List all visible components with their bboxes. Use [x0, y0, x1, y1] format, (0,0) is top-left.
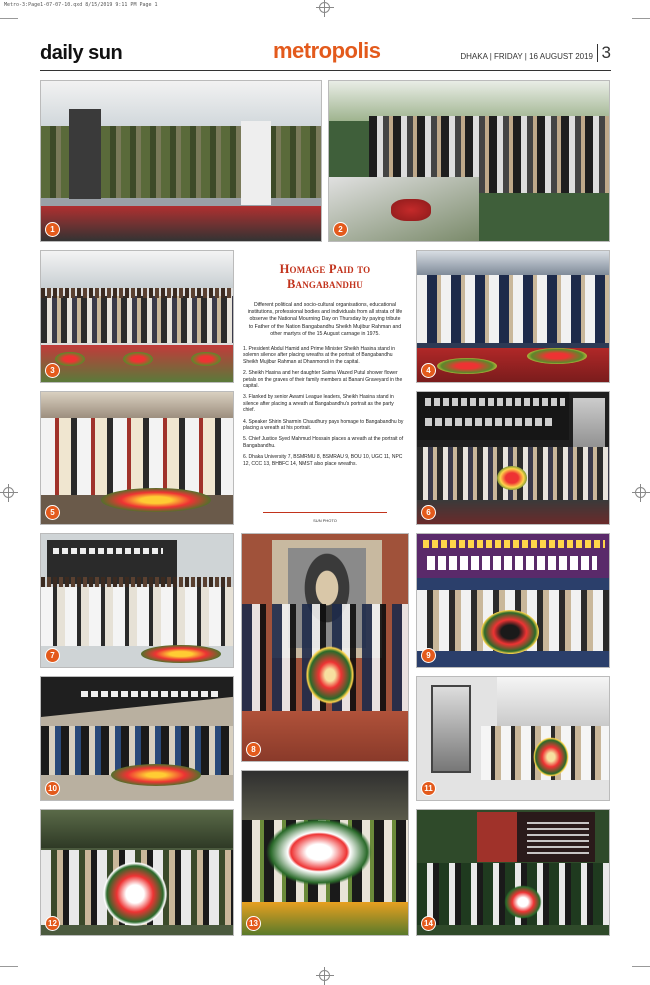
crop-mark — [632, 18, 650, 19]
photo-number: 4 — [421, 363, 436, 378]
photo-number: 3 — [45, 363, 60, 378]
photo-10 — [40, 676, 234, 801]
homage-story — [241, 250, 409, 526]
photo-number: 2 — [333, 222, 348, 237]
registration-mark-top — [316, 0, 334, 17]
story-headline: Homage Paid to Bangabandhu — [279, 262, 371, 291]
credit-rule — [263, 512, 387, 513]
photo-12 — [40, 809, 234, 936]
print-slug: Metro-3:Page1-07-07-10.qxd 8/15/2019 9:11 PM Page 1 — [4, 2, 158, 8]
photo-number: 7 — [45, 648, 60, 663]
photo-8 — [241, 533, 409, 762]
section-title: metropolis — [273, 38, 381, 63]
photo-credit: SUN PHOTO — [313, 518, 337, 523]
photo-number: 11 — [421, 781, 436, 796]
crop-mark — [0, 966, 18, 967]
photo-6 — [416, 391, 610, 525]
caption-4: 4. Speaker Shirin Sharmin Chaudhury pays homage to Bangabandhu by placing a wreath at his portrait. — [243, 418, 404, 432]
photo-number: 6 — [421, 505, 436, 520]
photo-number: 1 — [45, 222, 60, 237]
photo-number: 12 — [45, 916, 60, 931]
photo-5 — [40, 391, 234, 525]
crop-mark — [0, 18, 18, 19]
photo-2 — [328, 80, 610, 242]
photo-11 — [416, 676, 610, 801]
photo-number: 8 — [246, 742, 261, 757]
photo-1 — [40, 80, 322, 242]
photo-4 — [416, 250, 610, 383]
caption-6: 6. Dhaka University 7, BSMRMU 8, BSMRAU 9, BOU 10, UGC 11, NPC 12, CCC 13, BHBFC 14, NMST also place wreaths. — [243, 454, 403, 467]
story-intro: Different political and socio-cultural organisations, educational institutions, professional bodies and individuals from all strata of life observe the National Mourning Day on Thursday by paying tribute to Father of the Nation Bangabandhu Sheikh Mujibur Rahman and other martyrs of the 15 August carnage in 1975. — [247, 302, 403, 337]
registration-mark-bottom — [316, 967, 334, 985]
photo-7 — [40, 533, 234, 668]
photo-number: 5 — [45, 505, 60, 520]
caption-1: 1. President Abdul Hamid and Prime Minister Sheikh Hasina stand in solemn silence after placing wreaths at the portrait of Bangabandhu Sheikh Mujibur Rahman at Dhanmondi in the capital. — [243, 346, 396, 365]
caption-3: 3. Flanked by senior Awami League leaders, Sheikh Hasina stand in silence after placing a wreath at Bangabandhu's portrait as the party chief. — [243, 394, 394, 414]
photo-number: 9 — [421, 648, 436, 663]
photo-14 — [416, 809, 610, 936]
caption-5: 5. Chief Justice Syed Mahmud Hossain places a wreath at the portrait of Bangabandhu. — [243, 436, 404, 449]
newspaper-logo: daily sun — [40, 42, 123, 64]
photo-13 — [241, 770, 409, 936]
photo-3 — [40, 250, 234, 383]
caption-2: 2. Sheikh Hasina and her daughter Saima Wazed Putul shower flower petals on the graves of their family members at Banani Graveyard in the capital. — [243, 370, 403, 390]
page-header — [40, 38, 611, 68]
crop-mark — [632, 966, 650, 967]
photo-9 — [416, 533, 610, 668]
registration-mark-right — [632, 484, 650, 502]
registration-mark-left — [0, 484, 18, 502]
photo-number: 14 — [421, 916, 436, 931]
photo-number: 13 — [246, 916, 261, 931]
page-number: 3 — [597, 44, 611, 62]
photo-number: 10 — [45, 781, 60, 796]
header-rule — [40, 70, 611, 71]
dateline: DHAKA | FRIDAY | 16 AUGUST 2019 — [460, 52, 593, 61]
